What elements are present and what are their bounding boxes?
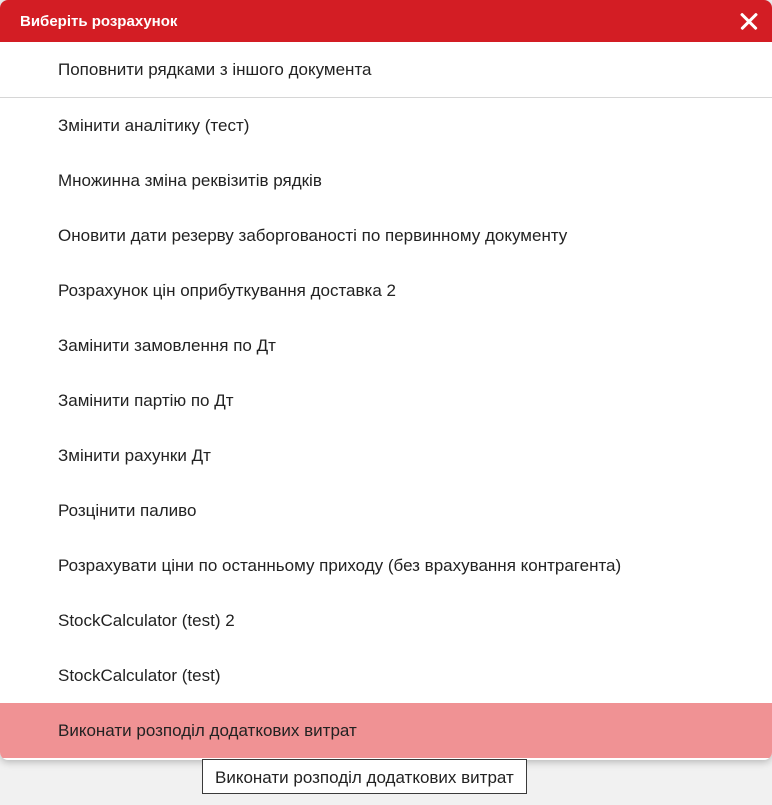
- list-item-delivery-price-calc[interactable]: Розрахунок цін оприбуткування доставка 2: [58, 281, 396, 300]
- list-item-price-fuel[interactable]: Розцінити паливо: [58, 501, 197, 520]
- list-item-change-accounts[interactable]: Змінити рахунки Дт: [58, 446, 211, 465]
- list-item-change-analytics[interactable]: Змінити аналітику (тест): [58, 116, 250, 135]
- tooltip: Виконати розподіл додаткових витрат: [202, 759, 527, 794]
- list-item-prices-last-arrival[interactable]: Розрахувати ціни по останньому приходу (без врахування контрагента): [58, 556, 622, 575]
- list-item-distribute-costs[interactable]: Виконати розподіл додаткових витрат: [0, 703, 772, 758]
- list-item-replace-order[interactable]: Замінити замовлення по Дт: [58, 336, 276, 355]
- dialog-titlebar: [0, 0, 772, 42]
- close-icon[interactable]: [736, 8, 762, 34]
- list-item-stockcalculator-test[interactable]: StockCalculator (test): [58, 666, 221, 685]
- list-item-multi-change-requisites[interactable]: Множинна зміна реквізитів рядків: [58, 171, 322, 190]
- list-item-fill-from-document[interactable]: Поповнити рядками з іншого документа: [0, 42, 772, 98]
- list-item-replace-batch[interactable]: Замінити партію по Дт: [58, 391, 234, 410]
- dialog-title: Виберіть розрахунок: [20, 12, 178, 30]
- list-item-update-reserve-dates[interactable]: Оновити дати резерву заборгованості по первинному документу: [58, 226, 568, 245]
- calculation-list: [0, 42, 772, 758]
- list-item-stockcalculator-test-2[interactable]: StockCalculator (test) 2: [58, 611, 235, 630]
